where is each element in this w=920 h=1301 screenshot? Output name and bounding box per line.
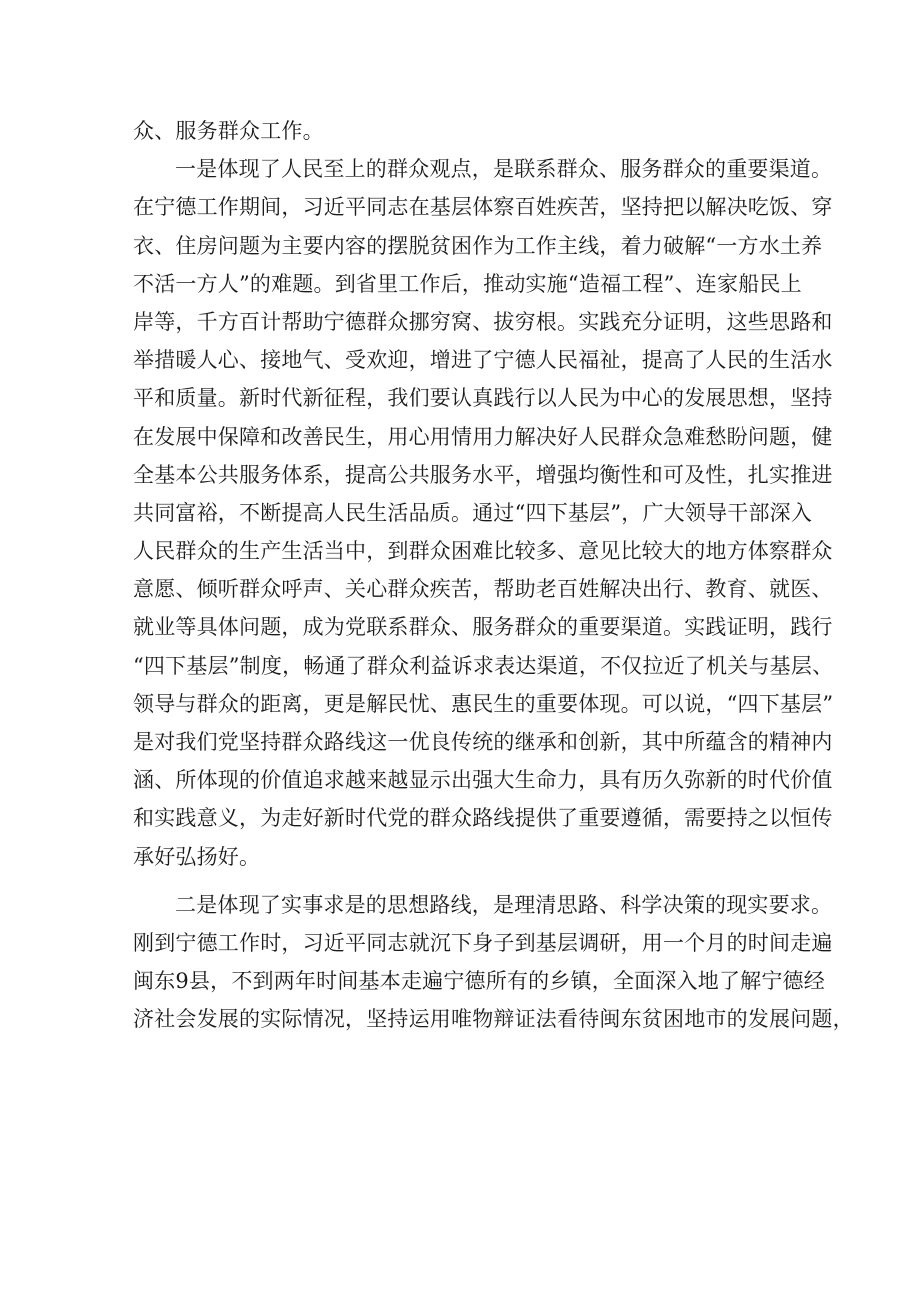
- text-line: “四下基层”制度，畅通了群众利益诉求表达渠道，不仅拉近了机关与基层、: [133, 653, 834, 678]
- paragraph-seeking-truth: [133, 886, 854, 1039]
- text-line: 和实践意义，为走好新时代党的群众路线提供了重要遵循，需要持之以恒传: [133, 806, 833, 831]
- text-line: 闽东9县，不到两年时间基本走遍宁德所有的乡镇，全面深入地了解宁德经: [133, 969, 825, 994]
- text-line: 全基本公共服务体系，提高公共服务水平，增强均衡性和可及性，扎实推进: [133, 462, 833, 487]
- text-line: 人民群众的生产生活当中，到群众困难比较多、意见比较大的地方体察群众: [133, 539, 833, 564]
- text-line: 领导与群众的距离，更是解民忧、惠民生的重要体现。可以说，“四下基层”: [133, 691, 834, 716]
- text-line: 众、服务群众工作。: [133, 119, 324, 143]
- text-line: 二是体现了实事求是的思想路线，是理清思路、科学决策的现实要求。: [175, 892, 833, 917]
- text-line: 意愿、倾听群众呼声、关心群众疾苦，帮助老百姓解决出行、教育、就医、: [133, 577, 833, 602]
- text-line: 在发展中保障和改善民生，用心用情用力解决好人民群众急难愁盼问题，健: [133, 424, 833, 449]
- text-line: 平和质量。新时代新征程，我们要认真践行以人民为中心的发展思想，坚持: [133, 386, 833, 411]
- paragraph-continuation: [133, 112, 793, 150]
- text-line: 是对我们党坚持群众路线这一优良传统的继承和创新，其中所蕴含的精神内: [133, 730, 833, 754]
- text-line: 举措暖人心、接地气、受欢迎，增进了宁德人民福祉，提高了人民的生活水: [133, 348, 833, 373]
- text-line: 就业等具体问题，成为党联系群众、服务群众的重要渠道。实践证明，践行: [133, 615, 833, 640]
- text-line: 在宁德工作期间，习近平同志在基层体察百姓疾苦，坚持把以解决吃饭、穿: [133, 195, 833, 220]
- text-line: 一是体现了人民至上的群众观点，是联系群众、服务群众的重要渠道。: [175, 157, 833, 182]
- text-line: 济社会发展的实际情况，坚持运用唯物辩证法看待闽东贫困地市的发展问题，: [133, 1007, 854, 1032]
- document-body: [133, 112, 854, 1039]
- text-line: 不活一方人”的难题。到省里工作后，推动实施“造福工程”、连家船民上: [133, 271, 802, 296]
- text-line: 刚到宁德工作时，习近平同志就沉下身子到基层调研，用一个月的时间走遍: [133, 930, 833, 955]
- paragraph-people-first: [133, 150, 834, 876]
- text-line: 岸等，千方百计帮助宁德群众挪穷窝、拔穷根。实践充分证明，这些思路和: [133, 309, 833, 334]
- text-line: 衣、住房问题为主要内容的摆脱贫困作为工作主线，着力破解“一方水土养: [133, 233, 823, 258]
- text-line: 承好弘扬好。: [133, 844, 261, 869]
- text-line: 涵、所体现的价值追求越来越显示出强大生命力，具有历久弥新的时代价值: [133, 768, 833, 793]
- text-line: 共同富裕，不断提高人民生活品质。通过“四下基层”，广大领导干部深入: [133, 500, 813, 525]
- paragraph-gap: [133, 876, 793, 886]
